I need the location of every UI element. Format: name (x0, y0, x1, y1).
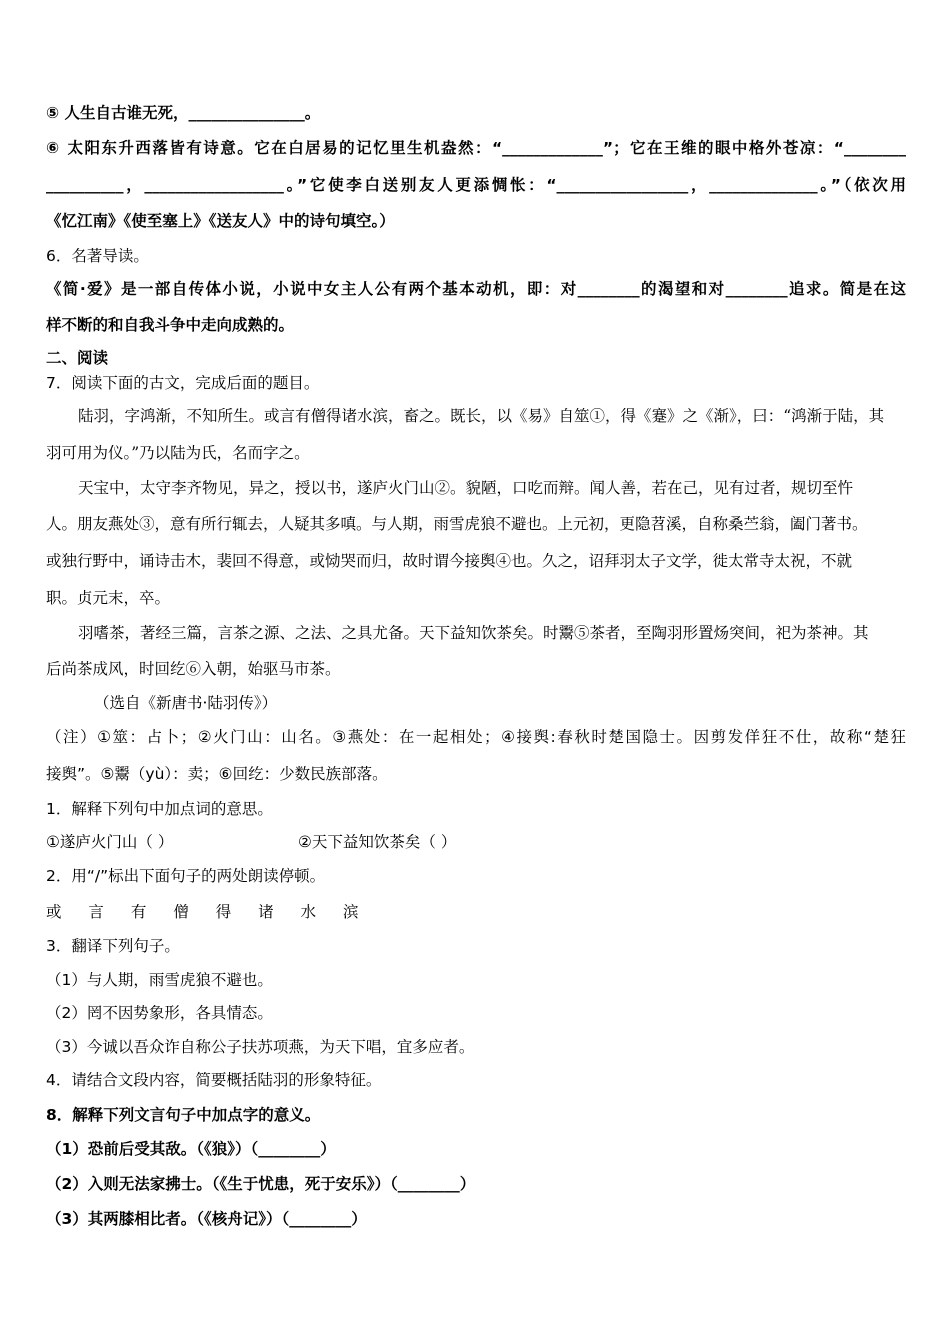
passage-line: 人。朋友燕处③，意有所行辄去，人疑其多嗔。与人期，雨雪虎狼不避也。上元初，更隐苕溪，自称桑苎翁，阖门著书。 (46, 515, 868, 533)
passage-line: 或独行野中，诵诗击木，裴回不得意，或恸哭而归，故时谓今接舆④也。久之，诏拜羽太子文学，徙太常寺太祝，不就 (46, 552, 853, 570)
passage-line: 职。贞元末，卒。 (46, 589, 171, 607)
q7-title: 7．阅读下面的古文，完成后面的题目。 (46, 374, 320, 392)
q5-line-5: ⑤ 人生自古谁无死，_______________。 (46, 104, 321, 122)
q7-sub3-title: 3．翻译下列句子。 (46, 937, 180, 955)
q7-sub3-item: （2）罔不因势象形，各具情态。 (46, 1004, 273, 1022)
passage-line: 羽嗜茶，著经三篇，言茶之源、之法、之具尤备。天下益知饮茶矣。时鬻⑤茶者，至陶羽形置炀突间，祀为茶神。其 (78, 624, 869, 642)
q7-sub1-item-a: ①遂庐火门山（ ） (46, 833, 174, 851)
notes-line-a: （注）①筮：占卜；②火门山：山名。③燕处：在一起相处；④接舆:春秋时楚国隐士。因剪发佯狂不仕，故称“楚狂 (46, 728, 906, 746)
notes-line-b: 接舆”。⑤鬻（yù）：卖；⑥回纥：少数民族部落。 (46, 765, 388, 783)
section-2-heading: 二、阅读 (46, 349, 109, 367)
q7-sub1-title: 1．解释下列句中加点词的意思。 (46, 800, 273, 818)
q5-line-6c: 《忆江南》《使至塞上》《送友人》中的诗句填空。） (46, 212, 395, 230)
passage-source: （选自《新唐书·陆羽传》） (94, 694, 278, 712)
q8-item: （3）其两膝相比者。（《核舟记》）（________） (46, 1210, 367, 1228)
q7-sub3-item: （1）与人期，雨雪虎狼不避也。 (46, 971, 273, 989)
q7-sub1-item-b: ②天下益知饮茶矣（ ） (298, 833, 457, 851)
passage-line: 羽可用为仪。”乃以陆为氏，名而字之。 (46, 444, 310, 462)
q7-sub4-title: 4．请结合文段内容，简要概括陆羽的形象特征。 (46, 1071, 382, 1089)
q5-line-6b: __________，__________________。”它使李白送别友人更添惆怅：“_________________，______________。”（依次用 (46, 176, 906, 194)
passage-line: 后尚茶成风，时回纥⑥入朝，始驱马市茶。 (46, 660, 341, 678)
passage-line: 天宝中，太守李齐物见，异之，授以书，遂庐火门山②。貌陋，口吃而辩。闻人善，若在己，见有过者，规切至忤 (78, 479, 854, 497)
q7-sub2-sentence: 或 言 有 僧 得 诸 水 滨 (46, 903, 370, 921)
q6-body-b: 样不断的和自我斗争中走向成熟的。 (46, 316, 295, 334)
q7-sub2-title: 2．用“/”标出下面句子的两处朗读停顿。 (46, 867, 326, 885)
passage-line: 陆羽，字鸿渐，不知所生。或言有僧得诸水滨，畜之。既长，以《易》自筮①，得《蹇》之《渐》，曰：“鸿渐于陆，其 (78, 407, 885, 425)
q5-line-6a: ⑥ 太阳东升西落皆有诗意。它在白居易的记忆里生机盎然：“_____________”；它在王维的眼中格外苍凉：“________ (46, 139, 906, 157)
q6-title: 6．名著导读。 (46, 247, 149, 265)
q7-sub3-item: （3）今诚以吾众诈自称公子扶苏项燕，为天下唱，宜多应者。 (46, 1038, 475, 1056)
q7-sub1-items (46, 830, 906, 854)
q8-item: （1）恐前后受其敌。（《狼》）（________） (46, 1140, 336, 1158)
q6-body-a: 《简·爱》是一部自传体小说，小说中女主人公有两个基本动机，即：对________的渴望和对________追求。简是在这 (46, 280, 906, 298)
q8-title: 8．解释下列文言句子中加点字的意义。 (46, 1106, 321, 1124)
q8-item: （2）入则无法家拂士。（《生于忧患，死于安乐》）（________） (46, 1175, 476, 1193)
